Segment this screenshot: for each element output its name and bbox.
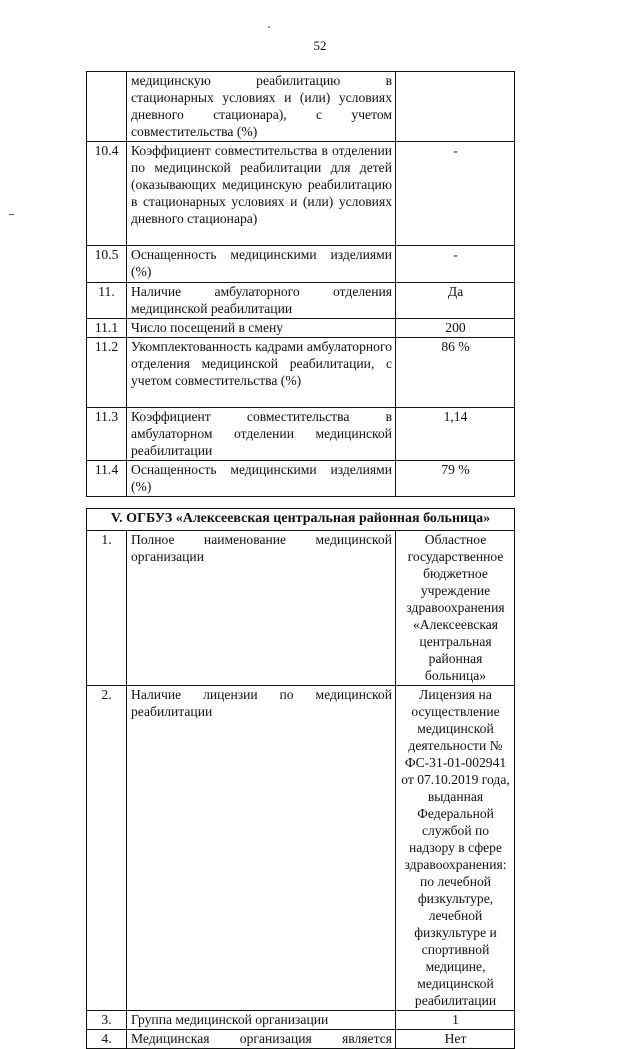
row-description: Число посещений в смену — [127, 319, 396, 338]
row-number: 11.1 — [87, 319, 127, 338]
rehabilitation-indicators-table — [86, 71, 515, 497]
row-description: Наличие лицензии по медицинской реабилитации — [127, 686, 396, 1011]
table-row — [87, 338, 515, 408]
row-value: Областное государственное бюджетное учреждение здравоохранения «Алексеевская центральная районная больница» — [396, 531, 515, 686]
row-number — [87, 72, 127, 142]
table-row — [87, 246, 515, 283]
row-description: Коэффициент совместительства в отделении по медицинской реабилитации для детей (оказывающих медицинскую реабилитацию в стационарных условиях и (или) условиях дневного стационара) — [127, 142, 396, 246]
hospital-info-table — [86, 508, 515, 1049]
scan-mark — [9, 214, 14, 215]
row-description: медицинскую реабилитацию в стационарных условиях и (или) условиях дневного стационара), с учетом совместительства (%) — [127, 72, 396, 142]
row-number: 4. — [87, 1030, 127, 1049]
row-value: - — [396, 142, 515, 246]
row-value: 200 — [396, 319, 515, 338]
row-value: 1,14 — [396, 408, 515, 461]
row-value: 86 % — [396, 338, 515, 408]
row-value: 1 — [396, 1011, 515, 1030]
row-description: Укомплектованность кадрами амбулаторного отделения медицинской реабилитации, с учетом совместительства (%) — [127, 338, 396, 408]
row-value: Лицензия на осуществление медицинской деятельности № ФС-31-01-002941 от 07.10.2019 года, выданная Федеральной службой по надзору в сфере здравоохранения: по лечебной физкультуре, лечебной физкультуре и спортивной медицине, медицинской реабилитации — [396, 686, 515, 1011]
row-description: Оснащенность медицинскими изделиями (%) — [127, 461, 396, 497]
row-description: Группа медицинской организации — [127, 1011, 396, 1030]
row-description: Медицинская организация является — [127, 1030, 396, 1049]
table-row — [87, 686, 515, 1011]
row-number: 1. — [87, 531, 127, 686]
scan-speck — [268, 26, 270, 28]
table-row — [87, 531, 515, 686]
page-number: 52 — [313, 38, 327, 53]
row-number: 11. — [87, 283, 127, 319]
row-description: Полное наименование медицинской организации — [127, 531, 396, 686]
section-header-row — [87, 509, 515, 531]
row-number: 11.3 — [87, 408, 127, 461]
row-value: 79 % — [396, 461, 515, 497]
row-number: 10.4 — [87, 142, 127, 246]
row-number: 3. — [87, 1011, 127, 1030]
table-row — [87, 408, 515, 461]
table-row — [87, 1030, 515, 1049]
table-row — [87, 319, 515, 338]
table-row — [87, 283, 515, 319]
row-value: Нет — [396, 1030, 515, 1049]
section-title: V. ОГБУЗ «Алексеевская центральная районная больница» — [87, 509, 515, 531]
row-number: 11.2 — [87, 338, 127, 408]
row-number: 11.4 — [87, 461, 127, 497]
table-row — [87, 142, 515, 246]
row-description: Коэффициент совместительства в амбулаторном отделении медицинской реабилитации — [127, 408, 396, 461]
row-number: 10.5 — [87, 246, 127, 283]
table-row — [87, 461, 515, 497]
table-row — [87, 1011, 515, 1030]
row-number: 2. — [87, 686, 127, 1011]
row-value — [396, 72, 515, 142]
row-value: - — [396, 246, 515, 283]
row-description: Наличие амбулаторного отделения медицинской реабилитации — [127, 283, 396, 319]
table-row — [87, 72, 515, 142]
row-value: Да — [396, 283, 515, 319]
row-description: Оснащенность медицинскими изделиями (%) — [127, 246, 396, 283]
